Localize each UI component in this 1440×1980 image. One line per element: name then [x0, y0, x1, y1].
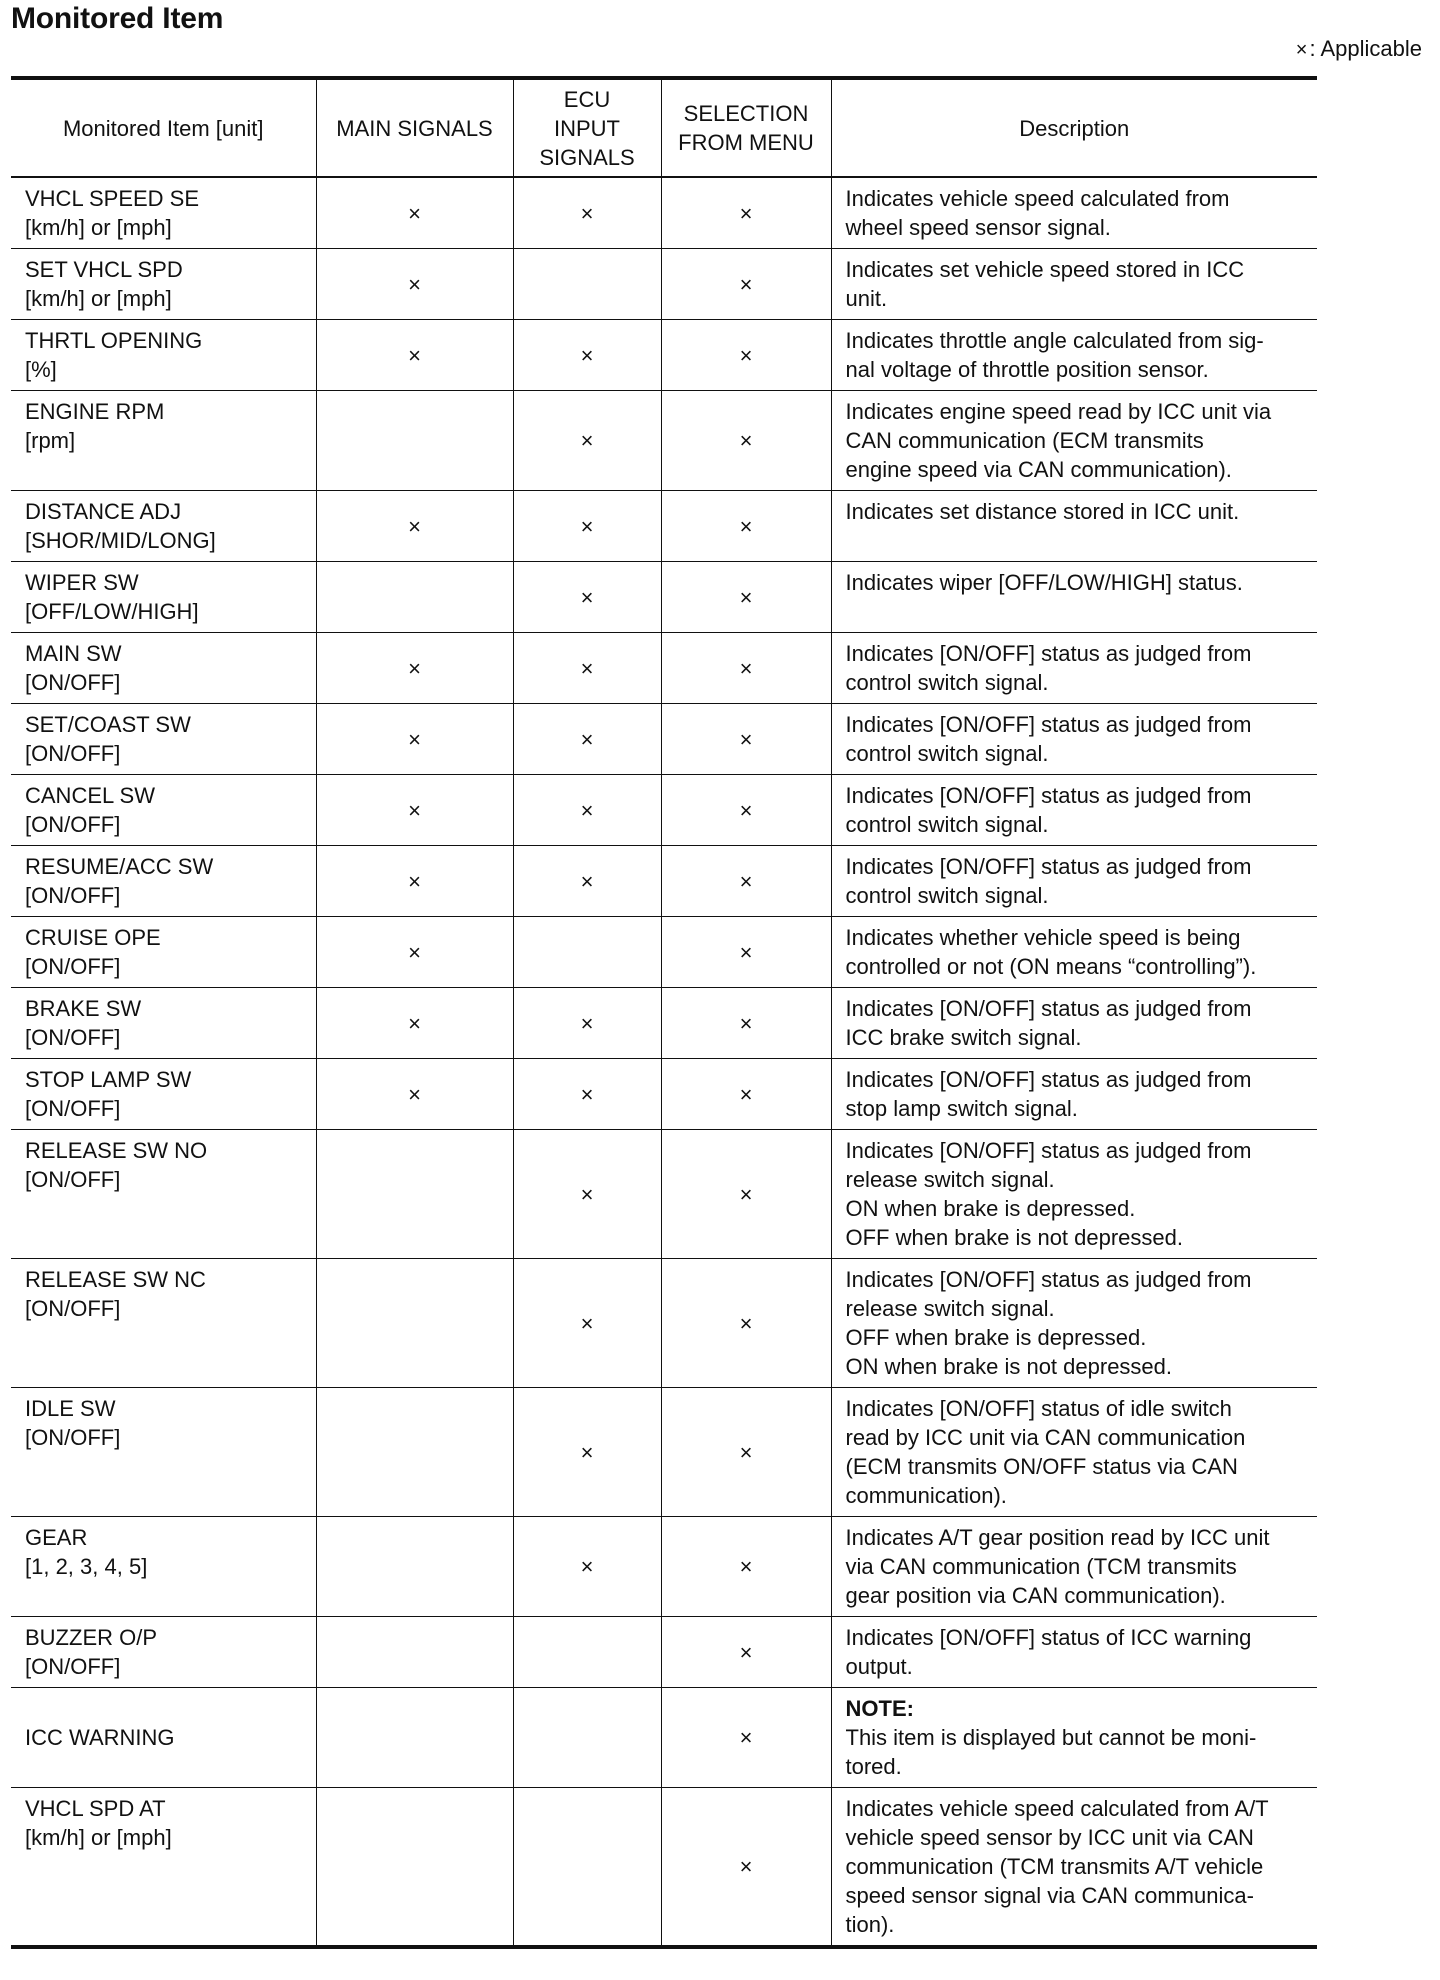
ecu-applicable-cell	[513, 917, 661, 988]
monitored-item-cell	[11, 391, 316, 491]
table-row	[11, 249, 1317, 320]
ecu-applicable-cell	[513, 562, 661, 633]
description-cell	[831, 1517, 1317, 1617]
cross-mark-icon: ×	[739, 797, 753, 823]
ecu-applicable-cell	[513, 1388, 661, 1517]
main-applicable-cell	[316, 704, 513, 775]
ecu-applicable-cell	[513, 988, 661, 1059]
applicable-legend	[1296, 36, 1422, 62]
monitored-item-cell	[11, 1130, 316, 1259]
cross-mark-icon: ×	[408, 271, 421, 297]
header-ecu-line: SIGNALS	[539, 144, 635, 170]
table-row	[11, 391, 1317, 491]
description-cell	[831, 775, 1317, 846]
item-name: CANCEL SW	[25, 783, 155, 808]
header-ecu-line: INPUT	[554, 115, 620, 141]
cross-mark-icon: ×	[739, 1439, 753, 1465]
main-applicable-cell	[316, 1388, 513, 1517]
ecu-applicable-cell	[513, 320, 661, 391]
monitored-item-cell	[11, 1688, 316, 1788]
ecu-applicable-cell	[513, 249, 661, 320]
description-cell	[831, 917, 1317, 988]
ecu-applicable-cell	[513, 391, 661, 491]
monitored-item-cell	[11, 1059, 316, 1130]
item-unit: [ON/OFF]	[25, 1167, 121, 1192]
monitored-item-cell	[11, 1259, 316, 1388]
cross-mark-icon: ×	[739, 726, 753, 752]
table-body	[11, 177, 1317, 1947]
description-line: communication).	[845, 1483, 1007, 1508]
item-unit: [1, 2, 3, 4, 5]	[25, 1554, 148, 1579]
description-line: Indicates [ON/OFF] status of ICC warning	[845, 1625, 1252, 1650]
description-line: Indicates set distance stored in ICC unit.	[845, 499, 1240, 524]
description-line: stop lamp switch signal.	[845, 1096, 1078, 1121]
table-row	[11, 846, 1317, 917]
item-name: WIPER SW	[25, 570, 139, 595]
item-unit: [OFF/LOW/HIGH]	[25, 599, 199, 624]
cross-mark-icon: ×	[739, 939, 753, 965]
item-unit: [ON/OFF]	[25, 812, 121, 837]
description-line: gear position via CAN communication).	[845, 1583, 1226, 1608]
monitored-item-cell	[11, 704, 316, 775]
description-line: nal voltage of throttle position sensor.	[845, 357, 1209, 382]
cross-mark-icon: ×	[739, 1554, 753, 1579]
header-monitored-item: Monitored Item [unit]	[11, 78, 316, 177]
description-line: control switch signal.	[845, 883, 1049, 908]
table-row	[11, 1517, 1317, 1617]
header-main-signals: MAIN SIGNALS	[316, 78, 513, 177]
main-applicable-cell	[316, 177, 513, 249]
ecu-applicable-cell	[513, 775, 661, 846]
item-name: BRAKE SW	[25, 996, 142, 1021]
description-line: wheel speed sensor signal.	[845, 215, 1111, 240]
item-name: STOP LAMP SW	[25, 1067, 192, 1092]
monitored-item-cell	[11, 1388, 316, 1517]
sel-applicable-cell	[661, 320, 831, 391]
description-line: OFF when brake is depressed.	[845, 1325, 1147, 1350]
main-applicable-cell	[316, 562, 513, 633]
description-cell	[831, 249, 1317, 320]
monitored-item-cell	[11, 1788, 316, 1948]
cross-mark-icon: ×	[408, 655, 421, 681]
description-cell	[831, 1788, 1317, 1948]
item-name: IDLE SW	[25, 1396, 116, 1421]
description-line: Indicates throttle angle calculated from sig-	[845, 328, 1264, 353]
description-cell	[831, 491, 1317, 562]
description-line: OFF when brake is not depressed.	[845, 1225, 1183, 1250]
cross-mark-icon: ×	[580, 726, 594, 752]
description-line: ON when brake is not depressed.	[845, 1354, 1173, 1379]
main-applicable-cell	[316, 988, 513, 1059]
description-cell	[831, 1059, 1317, 1130]
description-cell	[831, 704, 1317, 775]
table-row	[11, 1788, 1317, 1948]
monitored-item-cell	[11, 177, 316, 249]
item-name: RELEASE SW NC	[25, 1267, 206, 1292]
main-applicable-cell	[316, 633, 513, 704]
ecu-applicable-cell	[513, 491, 661, 562]
cross-mark-icon: ×	[739, 1854, 753, 1879]
table-row	[11, 1059, 1317, 1130]
item-unit: [km/h] or [mph]	[25, 215, 172, 240]
header-ecu-line: ECU	[563, 86, 611, 112]
description-cell	[831, 1259, 1317, 1388]
cross-mark-icon: ×	[1295, 39, 1308, 61]
description-line: Indicates [ON/OFF] status as judged from	[845, 641, 1252, 666]
sel-applicable-cell	[661, 1617, 831, 1688]
description-cell	[831, 320, 1317, 391]
description-line: Indicates [ON/OFF] status of idle switch	[845, 1396, 1232, 1421]
description-line: communication (TCM transmits A/T vehicle	[845, 1854, 1264, 1879]
cross-mark-icon: ×	[580, 868, 594, 894]
cross-mark-icon: ×	[739, 1081, 753, 1107]
monitored-item-cell	[11, 320, 316, 391]
description-line: Indicates set vehicle speed stored in ICC	[845, 257, 1245, 282]
description-line: release switch signal.	[845, 1296, 1055, 1321]
cross-mark-icon: ×	[408, 200, 421, 226]
monitored-item-table	[11, 76, 1317, 1949]
cross-mark-icon: ×	[580, 1010, 594, 1036]
table-row	[11, 177, 1317, 249]
description-line: CAN communication (ECM transmits	[845, 428, 1204, 453]
description-line: This item is displayed but cannot be moni-	[845, 1725, 1257, 1750]
cross-mark-icon: ×	[580, 513, 594, 539]
monitored-item-cell	[11, 1617, 316, 1688]
description-cell	[831, 1617, 1317, 1688]
description-line: via CAN communication (TCM transmits	[845, 1554, 1237, 1579]
sel-applicable-cell	[661, 1388, 831, 1517]
table-row	[11, 562, 1317, 633]
cross-mark-icon: ×	[408, 513, 421, 539]
item-unit: [rpm]	[25, 428, 76, 453]
ecu-applicable-cell	[513, 1517, 661, 1617]
item-name: RELEASE SW NO	[25, 1138, 208, 1163]
note-label: NOTE:	[845, 1696, 914, 1721]
item-unit: [ON/OFF]	[25, 1296, 121, 1321]
sel-applicable-cell	[661, 917, 831, 988]
table-header-row	[11, 78, 1317, 177]
cross-mark-icon: ×	[580, 342, 594, 368]
description-line: controlled or not (ON means “controlling”).	[845, 954, 1257, 979]
cross-mark-icon: ×	[739, 655, 753, 681]
monitored-item-cell	[11, 1517, 316, 1617]
page-title: Monitored Item	[11, 2, 224, 35]
cross-mark-icon: ×	[739, 1310, 753, 1336]
monitored-item-cell	[11, 917, 316, 988]
description-cell	[831, 391, 1317, 491]
item-name: BUZZER O/P	[25, 1625, 158, 1650]
description-cell	[831, 1388, 1317, 1517]
sel-applicable-cell	[661, 1688, 831, 1788]
sel-applicable-cell	[661, 704, 831, 775]
sel-applicable-cell	[661, 988, 831, 1059]
table-row	[11, 1388, 1317, 1517]
item-name: MAIN SW	[25, 641, 122, 666]
description-line: tored.	[845, 1754, 902, 1779]
sel-applicable-cell	[661, 1059, 831, 1130]
sel-applicable-cell	[661, 775, 831, 846]
description-line: engine speed via CAN communication).	[845, 457, 1232, 482]
ecu-applicable-cell	[513, 1259, 661, 1388]
cross-mark-icon: ×	[580, 200, 594, 226]
description-line: Indicates [ON/OFF] status as judged from	[845, 783, 1252, 808]
sel-applicable-cell	[661, 1259, 831, 1388]
ecu-applicable-cell	[513, 846, 661, 917]
description-line: speed sensor signal via CAN communica-	[845, 1883, 1254, 1908]
description-cell	[831, 1130, 1317, 1259]
description-line: Indicates engine speed read by ICC unit via	[845, 399, 1272, 424]
table-row	[11, 1259, 1317, 1388]
description-line: Indicates vehicle speed calculated from A/T	[845, 1796, 1269, 1821]
item-unit: [ON/OFF]	[25, 1654, 121, 1679]
cross-mark-icon: ×	[408, 1081, 421, 1107]
table-row	[11, 1617, 1317, 1688]
cross-mark-icon: ×	[408, 1010, 421, 1036]
cross-mark-icon: ×	[408, 939, 421, 965]
description-line: vehicle speed sensor by ICC unit via CAN	[845, 1825, 1254, 1850]
monitored-item-cell	[11, 988, 316, 1059]
sel-applicable-cell	[661, 562, 831, 633]
sel-applicable-cell	[661, 391, 831, 491]
table-row	[11, 633, 1317, 704]
cross-mark-icon: ×	[580, 428, 594, 453]
table-row	[11, 704, 1317, 775]
description-line: control switch signal.	[845, 812, 1049, 837]
item-unit: [ON/OFF]	[25, 670, 121, 695]
ecu-applicable-cell	[513, 1688, 661, 1788]
cross-mark-icon: ×	[580, 797, 594, 823]
description-line: Indicates [ON/OFF] status as judged from	[845, 1067, 1252, 1092]
sel-applicable-cell	[661, 846, 831, 917]
cross-mark-icon: ×	[739, 1181, 753, 1207]
table-row	[11, 1130, 1317, 1259]
cross-mark-icon: ×	[739, 1639, 753, 1665]
main-applicable-cell	[316, 1059, 513, 1130]
item-unit: [ON/OFF]	[25, 741, 121, 766]
description-cell	[831, 1688, 1317, 1788]
cross-mark-icon: ×	[580, 655, 594, 681]
cross-mark-icon: ×	[580, 1181, 594, 1207]
ecu-applicable-cell	[513, 1059, 661, 1130]
table-row	[11, 775, 1317, 846]
table-row	[11, 988, 1317, 1059]
monitored-item-cell	[11, 846, 316, 917]
description-line: Indicates [ON/OFF] status as judged from	[845, 854, 1252, 879]
monitored-item-cell	[11, 775, 316, 846]
sel-applicable-cell	[661, 1517, 831, 1617]
cross-mark-icon: ×	[408, 868, 421, 894]
cross-mark-icon: ×	[580, 1081, 594, 1107]
description-line: read by ICC unit via CAN communication	[845, 1425, 1246, 1450]
cross-mark-icon: ×	[739, 271, 753, 297]
item-unit: [km/h] or [mph]	[25, 286, 172, 311]
description-line: Indicates [ON/OFF] status as judged from	[845, 712, 1252, 737]
item-name: ENGINE RPM	[25, 399, 165, 424]
cross-mark-icon: ×	[408, 797, 421, 823]
cross-mark-icon: ×	[580, 1554, 594, 1579]
description-line: Indicates [ON/OFF] status as judged from	[845, 1267, 1252, 1292]
main-applicable-cell	[316, 391, 513, 491]
main-applicable-cell	[316, 917, 513, 988]
item-unit: [ON/OFF]	[25, 954, 121, 979]
main-applicable-cell	[316, 1688, 513, 1788]
description-line: ON when brake is depressed.	[845, 1196, 1136, 1221]
ecu-applicable-cell	[513, 1788, 661, 1948]
sel-applicable-cell	[661, 633, 831, 704]
item-name: DISTANCE ADJ	[25, 499, 182, 524]
main-applicable-cell	[316, 1788, 513, 1948]
main-applicable-cell	[316, 846, 513, 917]
cross-mark-icon: ×	[739, 1725, 753, 1750]
item-name: SET VHCL SPD	[25, 257, 183, 282]
cross-mark-icon: ×	[580, 1310, 594, 1336]
monitored-item-cell	[11, 249, 316, 320]
description-line: unit.	[845, 286, 888, 311]
item-unit: [km/h] or [mph]	[25, 1825, 172, 1850]
cross-mark-icon: ×	[580, 584, 594, 610]
item-name: ICC WARNING	[25, 1725, 175, 1750]
header-sel-line: SELECTION	[683, 101, 809, 126]
cross-mark-icon: ×	[739, 200, 753, 226]
description-line: Indicates vehicle speed calculated from	[845, 186, 1230, 211]
cross-mark-icon: ×	[408, 342, 421, 368]
header-description: Description	[831, 78, 1317, 177]
main-applicable-cell	[316, 249, 513, 320]
ecu-applicable-cell	[513, 704, 661, 775]
sel-applicable-cell	[661, 1788, 831, 1948]
sel-applicable-cell	[661, 249, 831, 320]
table-row	[11, 320, 1317, 391]
description-line: output.	[845, 1654, 913, 1679]
description-line: Indicates [ON/OFF] status as judged from	[845, 996, 1252, 1021]
cross-mark-icon: ×	[739, 868, 753, 894]
description-line: Indicates A/T gear position read by ICC unit	[845, 1525, 1270, 1550]
cross-mark-icon: ×	[580, 1439, 594, 1465]
item-name: VHCL SPD AT	[25, 1796, 166, 1821]
table-row	[11, 491, 1317, 562]
description-line: Indicates wiper [OFF/LOW/HIGH] status.	[845, 570, 1243, 595]
main-applicable-cell	[316, 1617, 513, 1688]
item-unit: [%]	[25, 357, 57, 382]
cross-mark-icon: ×	[408, 726, 421, 752]
description-cell	[831, 988, 1317, 1059]
description-line: ICC brake switch signal.	[845, 1025, 1082, 1050]
item-name: GEAR	[25, 1525, 88, 1550]
main-applicable-cell	[316, 320, 513, 391]
main-applicable-cell	[316, 1259, 513, 1388]
table-row	[11, 1688, 1317, 1788]
item-unit: [ON/OFF]	[25, 1096, 121, 1121]
monitored-item-cell	[11, 491, 316, 562]
item-name: THRTL OPENING	[25, 328, 203, 353]
item-name: RESUME/ACC SW	[25, 854, 214, 879]
main-applicable-cell	[316, 775, 513, 846]
description-cell	[831, 633, 1317, 704]
description-line: tion).	[845, 1912, 895, 1937]
cross-mark-icon: ×	[739, 513, 753, 539]
cross-mark-icon: ×	[739, 584, 753, 610]
monitored-item-cell	[11, 562, 316, 633]
item-name: VHCL SPEED SE	[25, 186, 200, 211]
description-line: Indicates [ON/OFF] status as judged from	[845, 1138, 1252, 1163]
description-line: release switch signal.	[845, 1167, 1055, 1192]
ecu-applicable-cell	[513, 177, 661, 249]
header-ecu-input-signals	[513, 78, 661, 177]
item-unit: [SHOR/MID/LONG]	[25, 528, 216, 553]
description-cell	[831, 846, 1317, 917]
main-applicable-cell	[316, 1517, 513, 1617]
cross-mark-icon: ×	[739, 428, 753, 453]
ecu-applicable-cell	[513, 633, 661, 704]
header-sel-line: FROM MENU	[678, 130, 814, 155]
sel-applicable-cell	[661, 491, 831, 562]
cross-mark-icon: ×	[739, 342, 753, 368]
description-line: Indicates whether vehicle speed is being	[845, 925, 1241, 950]
description-line: (ECM transmits ON/OFF status via CAN	[845, 1454, 1238, 1479]
cross-mark-icon: ×	[739, 1010, 753, 1036]
description-cell	[831, 562, 1317, 633]
monitored-item-cell	[11, 633, 316, 704]
header-selection-from-menu	[661, 78, 831, 177]
legend-text: : Applicable	[1309, 36, 1422, 61]
description-line: control switch signal.	[845, 670, 1049, 695]
ecu-applicable-cell	[513, 1617, 661, 1688]
ecu-applicable-cell	[513, 1130, 661, 1259]
item-unit: [ON/OFF]	[25, 1025, 121, 1050]
item-name: SET/COAST SW	[25, 712, 191, 737]
item-unit: [ON/OFF]	[25, 1425, 121, 1450]
main-applicable-cell	[316, 491, 513, 562]
sel-applicable-cell	[661, 1130, 831, 1259]
item-unit: [ON/OFF]	[25, 883, 121, 908]
sel-applicable-cell	[661, 177, 831, 249]
main-applicable-cell	[316, 1130, 513, 1259]
table-row	[11, 917, 1317, 988]
description-cell	[831, 177, 1317, 249]
description-line: control switch signal.	[845, 741, 1049, 766]
item-name: CRUISE OPE	[25, 925, 161, 950]
